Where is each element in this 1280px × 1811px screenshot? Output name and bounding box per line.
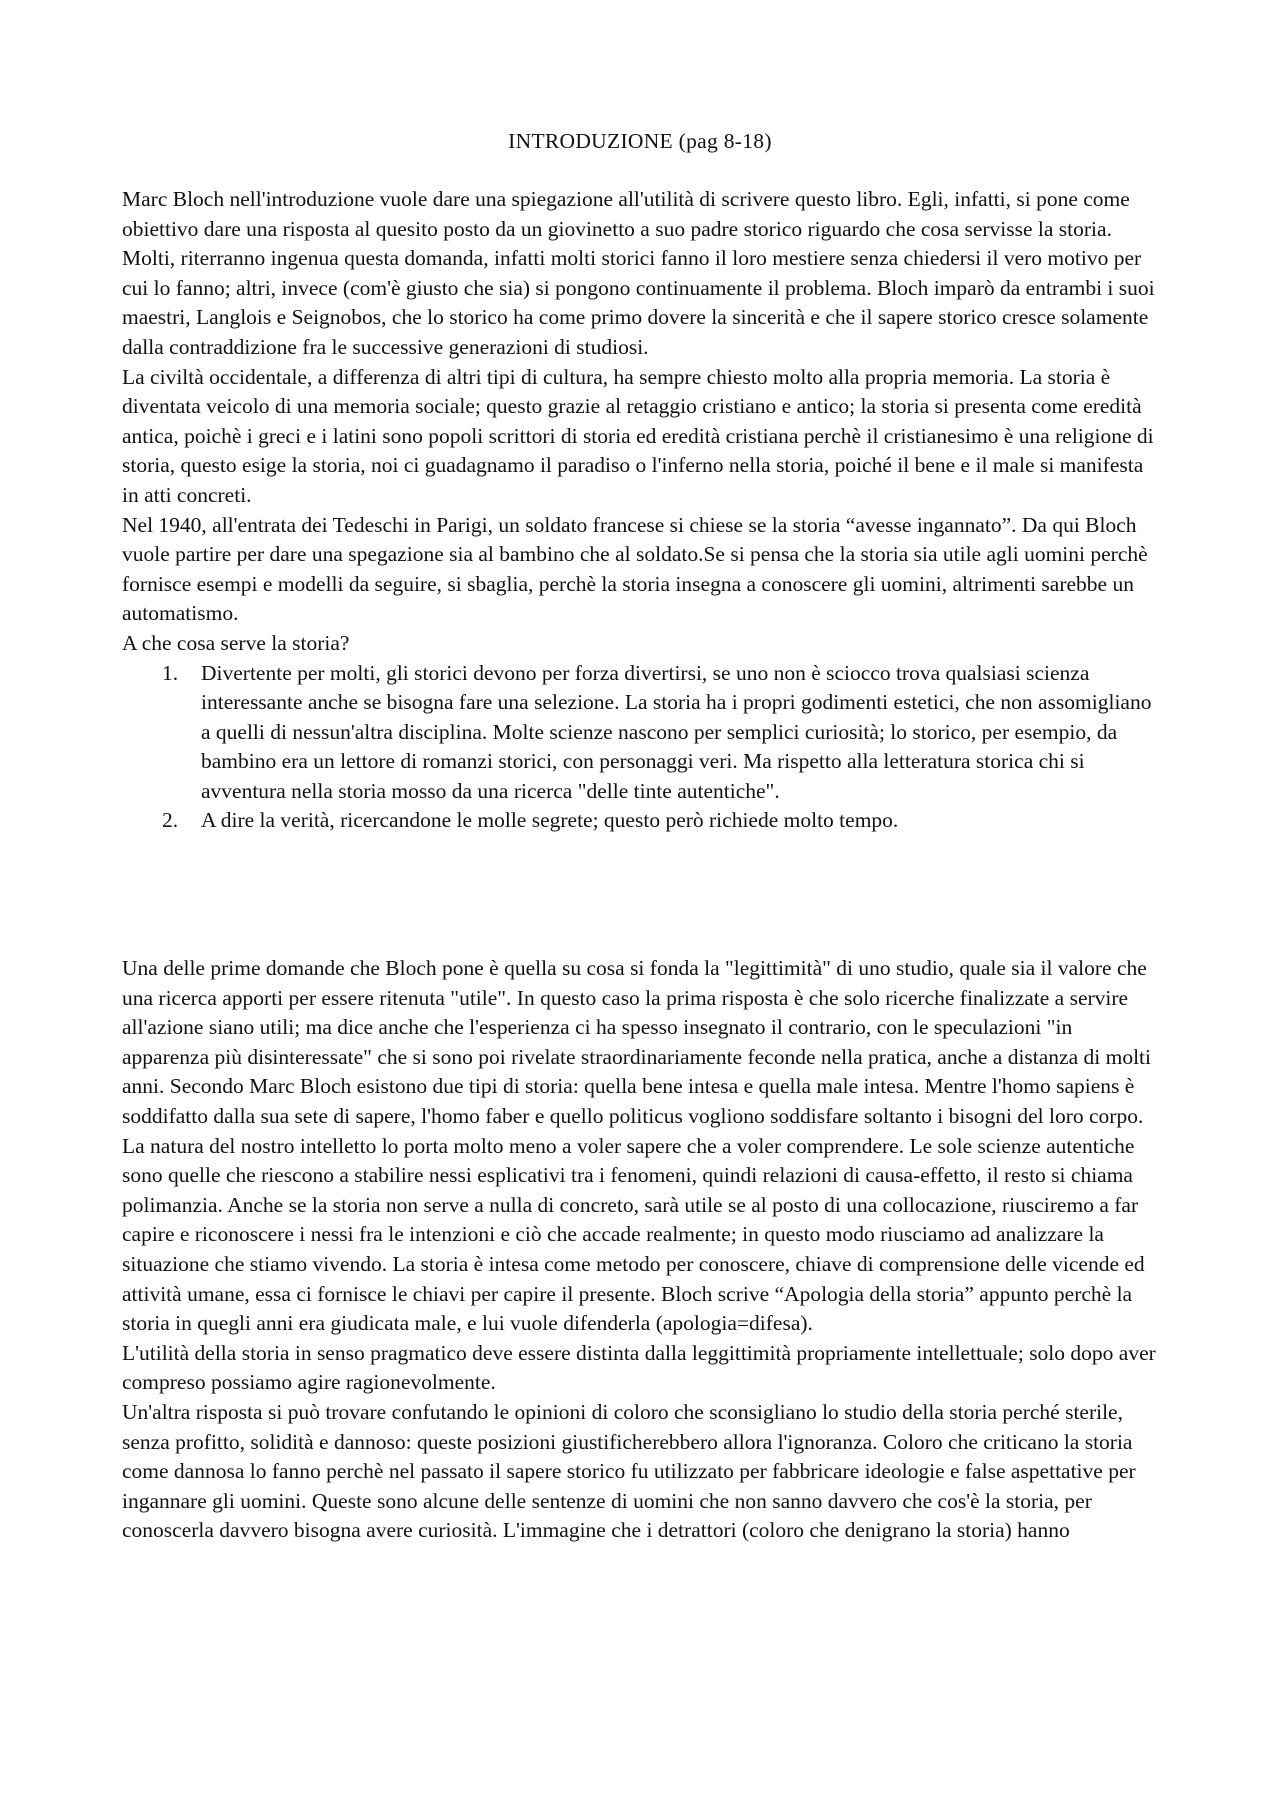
paragraph: L'utilità della storia in senso pragmatico deve essere distinta dalla leggittimità propriamente intellettuale; solo dopo aver compreso possiamo agire ragionevolmente. — [122, 1340, 1156, 1395]
section-introduction — [122, 185, 1162, 836]
numbered-list — [122, 659, 1162, 837]
paragraph: Una delle prime domande che Bloch pone è quella su cosa si fonda la "legittimità" di uno studio, quale sia il valore che una ricerca apporti per essere ritenuta "utile". In questo caso la prima risposta è che solo ricerche finalizzate a servire all'azione siano utili; ma dice anche che l'esperienza ci ha spesso insegnato il contrario, con le speculazioni "in apparenza più disinteressate" che si sono poi rivelate straordinariamente feconde nella pratica, anche a distanza di molti anni. Secondo Marc Bloch esistono due tipi di storia: quella bene intesa e quella male intesa. Mentre l'homo sapiens è soddifatto dalla sua sete di sapere, l'homo faber e quello politicus vogliono soddisfare soltanto i bisogni del loro corpo. La natura del nostro intelletto lo porta molto meno a voler sapere che a voler comprendere. Le sole scienze autentiche sono quelle che riescono a stabilire nessi esplicativi tra i fenomeni, quindi relazioni di causa-effetto, il resto si chiama polimanzia. Anche se la storia non serve a nulla di concreto, sarà utile se al posto di una collocazione, riusciremo a far capire e riconoscere i nessi fra le intenzioni e ciò che accade realmente; in questo modo riusciamo ad analizzare la situazione che stiamo vivendo. La storia è intesa come metodo per conoscere, chiave di comprensione delle vicende ed attività umane, essa ci fornisce le chiavi per capire il presente. Bloch scrive “Apologia della storia” appunto perchè la storia in quegli anni era giudicata male, e lui vuole difenderla (apologia=difesa). — [122, 956, 1152, 1336]
list-item-number: 2. — [162, 808, 179, 833]
paragraph: Nel 1940, all'entrata dei Tedeschi in Parigi, un soldato francese si chiese se la storia “avesse ingannato”. Da qui Bloch vuole partire per dare una spegazione sia al bambino che al soldato.Se si pensa che la storia sia utile agli uomini perchè fornisce esempi e modelli da seguire, si sbaglia, perchè la storia insegna a conoscere gli uomini, altrimenti sarebbe un automatismo. — [122, 512, 1148, 626]
paragraph: Un'altra risposta si può trovare confutando le opinioni di coloro che sconsigliano lo studio della storia perché sterile, senza profitto, solidità e dannoso: queste posizioni giustificherebbero allora l'ignoranza. Coloro che criticano la storia come dannosa lo fanno perchè nel passato il sapere storico fu utilizzato per fabbricare ideologie e false aspettative per ingannare gli uomini. Queste sono alcune delle sentenze di uomini che non sanno davvero che cos'è la storia, per conoscerla davvero bisogna avere curiosità. L'immagine che i detrattori (coloro che denigrano la storia) hanno — [122, 1399, 1136, 1543]
page-title: INTRODUZIONE (pag 8-18) — [508, 129, 772, 153]
list-item-text: A dire la verità, ricercandone le molle segrete; questo però richiede molto tempo. — [201, 808, 899, 833]
question-line: A che cosa serve la storia? — [122, 630, 350, 655]
list-item — [122, 659, 1162, 807]
section-legitimacy — [122, 954, 1162, 1546]
list-item-text: Divertente per molti, gli storici devono per forza divertirsi, se uno non è sciocco trova qualsiasi scienza interessante anche se bisogna fare una selezione. La storia ha i propri godimenti estetici, che non assomigliano a quelli di nessun'altra disciplina. Molte scienze nascono per semplici curiosità; lo storico, per esempio, da bambino era un lettore di romanzi storici, con personaggi veri. Ma rispetto alla letteratura storica chi si avventura nella storia mosso da una ricerca "delle tinte autentiche". — [201, 660, 1152, 803]
list-item-number: 1. — [162, 660, 179, 685]
paragraph: La civiltà occidentale, a differenza di altri tipi di cultura, ha sempre chiesto molto alla propria memoria. La storia è diventata veicolo di una memoria sociale; questo grazie al retaggio cristiano e antico; la storia si presenta come eredità antica, poichè i greci e i latini sono popoli scrittori di storia ed eredità cristiana perchè il cristianesimo è una religione di storia, questo esige la storia, noi ci guadagnamo il paradiso o l'inferno nella storia, poiché il bene e il male si manifesta in atti concreti. — [122, 364, 1154, 507]
paragraph: Marc Bloch nell'introduzione vuole dare una spiegazione all'utilità di scrivere questo libro. Egli, infatti, si pone come obiettivo dare una risposta al quesito posto da un giovinetto a suo padre storico riguardo che cosa servisse la storia. Molti, riterranno ingenua questa domanda, infatti molti storici fanno il loro mestiere senza chiedersi il vero motivo per cui lo fanno; altri, invece (com'è giusto che sia) si pongono continuamente il problema. Bloch imparò da entrambi i suoi maestri, Langlois e Seignobos, che lo storico ha come primo dovere la sincerità e che il sapere storico cresce solamente dalla contraddizione fra le successive generazioni di studiosi. — [122, 187, 1155, 359]
list-item — [122, 806, 1162, 836]
